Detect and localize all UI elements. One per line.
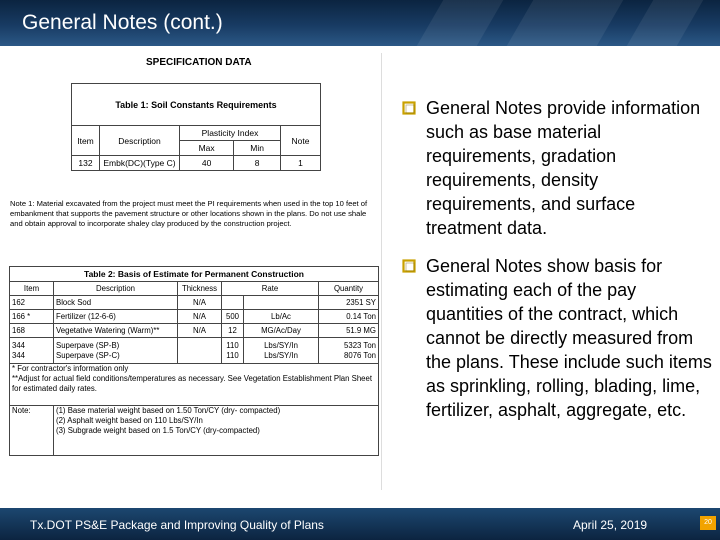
table1-cell: 1	[281, 156, 321, 171]
footnote-adjust: **Adjust for actual field conditions/temperatures as necessary. See Vegetation Establishment Plan Sheet for estimated daily rates.	[12, 374, 373, 393]
table2-header-quantity: Quantity	[319, 282, 379, 296]
table-row	[72, 156, 321, 171]
table1-header-description: Description	[100, 126, 180, 156]
notes-label: Note:	[10, 406, 54, 456]
table-row	[10, 324, 379, 338]
superpave-qty-b: 5323 Ton	[344, 340, 376, 350]
basis-of-estimate-table	[9, 266, 379, 456]
table2-cell	[222, 338, 244, 364]
table2-header-item: Item	[10, 282, 54, 296]
table2-header-rate: Rate	[222, 282, 319, 296]
table2-cell	[244, 296, 319, 310]
table2-cell	[222, 296, 244, 310]
table2-cell	[244, 338, 319, 364]
title-bar	[0, 0, 720, 46]
slide-title: General Notes (cont.)	[22, 11, 223, 34]
table1-cell: 132	[72, 156, 100, 171]
superpave-item-c: 344	[12, 350, 26, 360]
specification-data-image	[6, 53, 382, 490]
bullet-text: General Notes provide information such as base material requirements, gradation requirements, density requirements, and surface treatment data.	[426, 98, 701, 238]
table2-cell: N/A	[178, 296, 222, 310]
superpave-unit-c: Lbs/SY/In	[264, 350, 298, 360]
decorative-streak	[627, 0, 704, 46]
table2-cell: Block Sod	[54, 296, 178, 310]
table2-header-description: Description	[54, 282, 178, 296]
table2-cell: 168	[10, 324, 54, 338]
table1-cell: 40	[180, 156, 234, 171]
superpave-desc-b: Superpave (SP-B)	[56, 340, 120, 350]
table2-caption: Table 2: Basis of Estimate for Permanent Construction	[10, 267, 379, 282]
bullet-text: General Notes show basis for estimating each of the pay quantities of the contract, which cannot be directly measured from the plans. These include such items as sprinkling, rolling, blading, lime, fertilizer, asphalt, aggregate, etc.	[426, 256, 712, 420]
footer-bar	[0, 508, 720, 540]
note-item: (2) Asphalt weight based on 110 Lbs/SY/In	[56, 416, 203, 425]
table1-cell: Embk(DC)(Type C)	[100, 156, 180, 171]
footer-date: April 25, 2019	[573, 518, 648, 532]
table1-header-min: Min	[234, 141, 281, 156]
table2-cell: 0.14 Ton	[319, 310, 379, 324]
superpave-rate-b: 110	[226, 340, 239, 350]
table2-cell: N/A	[178, 324, 222, 338]
table2-cell: MG/Ac/Day	[244, 324, 319, 338]
spec-heading: SPECIFICATION DATA	[146, 57, 252, 68]
hollow-square-icon	[402, 101, 416, 115]
table2-cell: 12	[222, 324, 244, 338]
table2-header-thickness: Thickness	[178, 282, 222, 296]
table1-caption: Table 1: Soil Constants Requirements	[72, 84, 321, 126]
superpave-qty-c: 8076 Ton	[344, 350, 376, 360]
table2-cell: Vegetative Watering (Warm)**	[54, 324, 178, 338]
table1-header-note: Note	[281, 126, 321, 156]
note-item: (1) Base material weight based on 1.50 Ton/CY (dry- compacted)	[56, 406, 281, 415]
table1-header-pi: Plasticity Index	[180, 126, 281, 141]
table2-cell: 51.9 MG	[319, 324, 379, 338]
table2-cell	[10, 338, 54, 364]
table1-header-item: Item	[72, 126, 100, 156]
table-row	[10, 296, 379, 310]
table2-cell: N/A	[178, 310, 222, 324]
hollow-square-icon	[402, 259, 416, 273]
note-1: Note 1: Material excavated from the project must meet the PI requirements when used in the top 10 feet of embankment that supports the pavement structure or other locations shown in the plans. Do not use shale and obtain approval to incorporate shaley clay produced by the construction project.	[10, 199, 368, 228]
footnote-contractor: * For contractor's information only	[12, 364, 129, 373]
superpave-rate-c: 110	[226, 350, 239, 360]
decorative-streak	[507, 0, 624, 46]
note-item: (3) Subgrade weight based on 1.5 Ton/CY (dry-compacted)	[56, 426, 260, 435]
superpave-unit-b: Lbs/SY/In	[264, 340, 298, 350]
table-row	[10, 338, 379, 364]
table2-cell: Lb/Ac	[244, 310, 319, 324]
page-number-badge: 20	[700, 516, 716, 530]
table2-cell: 500	[222, 310, 244, 324]
footer-text: Tx.DOT PS&E Package and Improving Quality of Plans	[30, 518, 324, 532]
table2-cell: 2351 SY	[319, 296, 379, 310]
soil-constants-table	[71, 83, 321, 171]
bullet-item	[402, 254, 712, 422]
table2-cell: 162	[10, 296, 54, 310]
superpave-desc-c: Superpave (SP-C)	[56, 350, 120, 360]
decorative-streak	[417, 0, 504, 46]
superpave-item-b: 344	[12, 340, 26, 350]
table2-footnotes	[10, 364, 379, 406]
bullet-item	[402, 96, 712, 240]
table2-cell	[319, 338, 379, 364]
table-row	[10, 310, 379, 324]
table2-cell: Fertilizer (12-6-6)	[54, 310, 178, 324]
bullet-list	[402, 96, 712, 436]
table2-cell	[54, 338, 178, 364]
notes-list	[54, 406, 379, 456]
table1-cell: 8	[234, 156, 281, 171]
table1-header-max: Max	[180, 141, 234, 156]
table2-cell	[178, 338, 222, 364]
table2-cell: 166 *	[10, 310, 54, 324]
